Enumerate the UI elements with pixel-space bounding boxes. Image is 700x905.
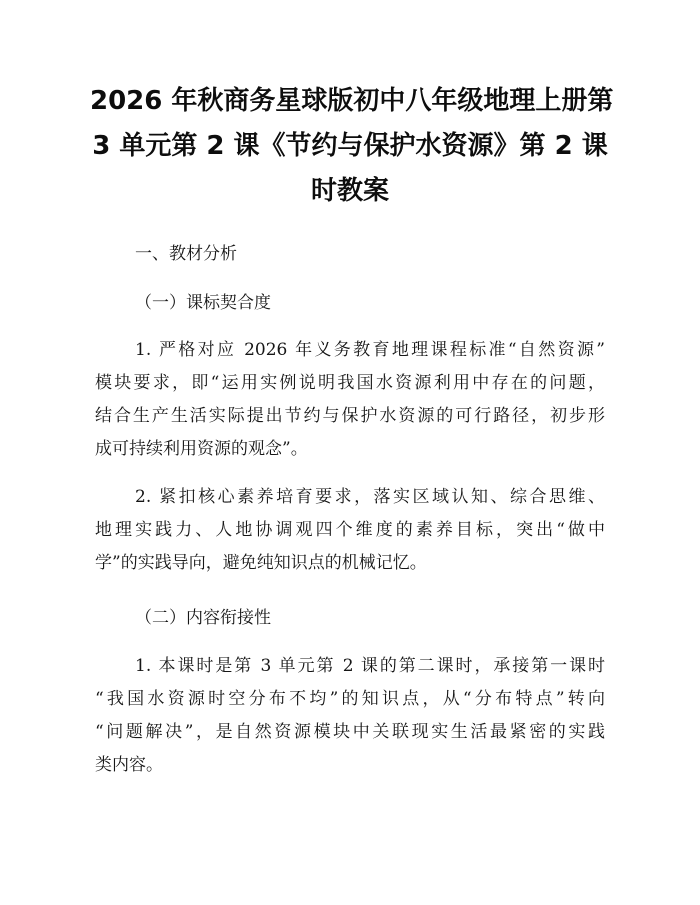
- paragraph-line: 1. 本课时是第 3 单元第 2 课的第二课时，承接第一课时: [135, 656, 605, 676]
- paragraph-line: “问题解决”，是自然资源模块中关联现实生活最紧密的实践: [95, 722, 605, 742]
- paragraph-line: 2. 紧扣核心素养培育要求，落实区域认知、综合思维、: [135, 487, 605, 507]
- paragraph-standards-2: [95, 485, 605, 584]
- paragraph-line: 学”的实践导向，避免纯知识点的机械记忆。: [95, 553, 427, 573]
- paragraph-connection-1: [95, 654, 605, 786]
- paragraph-standards-1: [95, 338, 605, 470]
- paragraph-line: 模块要求，即“运用实例说明我国水资源利用中存在的问题，: [95, 373, 605, 393]
- section-heading-textbook-analysis: 一、教材分析: [135, 244, 237, 264]
- document-title-line-3: 时教案: [310, 176, 389, 206]
- subsection-heading-content-connection: （二）内容衔接性: [135, 608, 271, 628]
- paragraph-line: 成可持续利用资源的观念”。: [95, 439, 308, 459]
- paragraph-line: 1. 严格对应 2026 年义务教育地理课程标准“自然资源”: [135, 340, 605, 360]
- paragraph-line: 结合生产生活实际提出节约与保护水资源的可行路径，初步形: [95, 406, 605, 426]
- paragraph-line: 类内容。: [95, 755, 163, 775]
- paragraph-line: “我国水资源时空分布不均”的知识点，从“分布特点”转向: [95, 689, 605, 709]
- subsection-heading-standards-fit: （一）课标契合度: [135, 293, 271, 313]
- document-title-line-1: 2026 年秋商务星球版初中八年级地理上册第: [90, 86, 614, 116]
- paragraph-line: 地理实践力、人地协调观四个维度的素养目标，突出“做中: [95, 520, 605, 540]
- document-title-line-2: 3 单元第 2 课《节约与保护水资源》第 2 课: [92, 131, 608, 161]
